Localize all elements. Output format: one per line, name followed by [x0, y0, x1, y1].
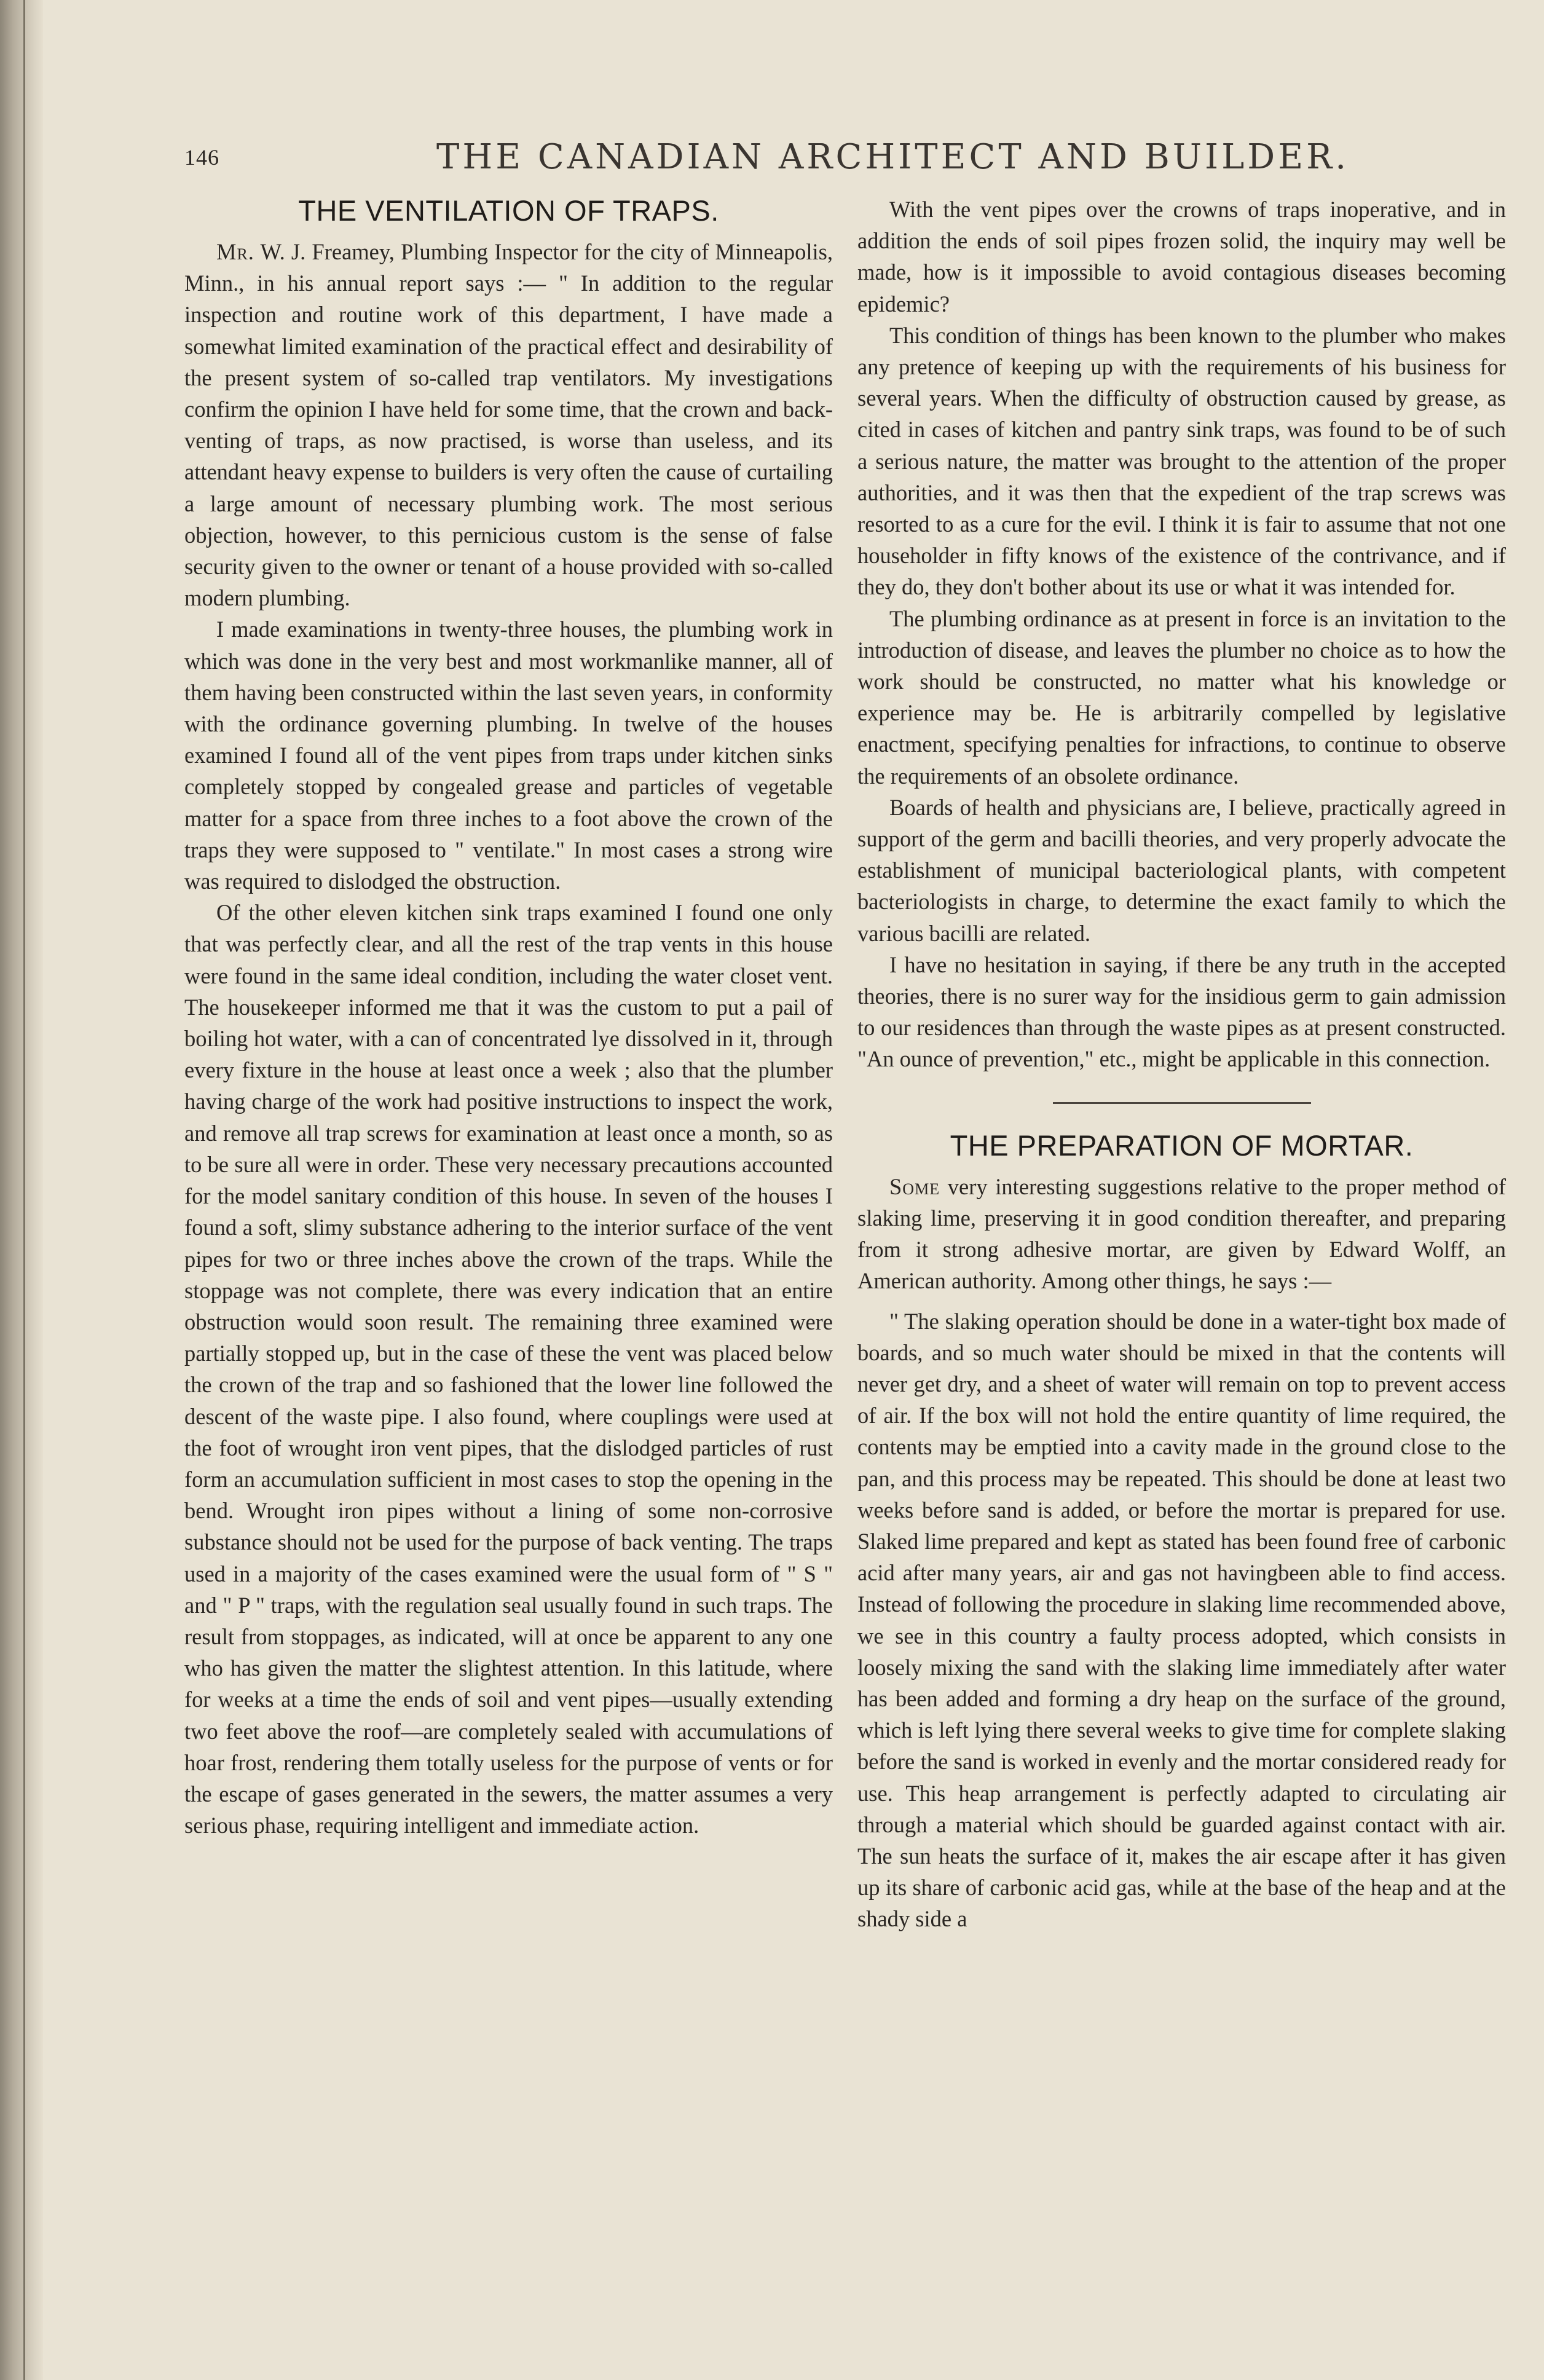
article-paragraph: Of the other eleven kitchen sink traps examined I found one only that was perfectly clear, and all the rest of the trap vents in this house were found in the same ideal condition, including the water closet vent. The housekeeper informed me that it was the custom to put a pail of boiling hot water, with a can of concentrated lye dissolved in it, through every fixture in the house at least once a week ; also that the plumber having charge of the work had positive instructions to inspect the work, and remove all trap screws for examination at least once a month, so as to be sure all were in order. These very necessary precautions accounted for the model sanitary condition of this house. In seven of the houses I found a soft, slimy substance adhering to the interior surface of the vent pipes for two or three inches above the crown of the traps. While the stoppage was not complete, there was every indication that an entire obstruction would soon result. The remaining three examined were partially stopped up, but in the case of these the vent was placed below the crown of the trap and so fashioned that the lower line followed the descent of the waste pipe. I also found, where couplings were used at the foot of wrought iron vent pipes, that the dislodged particles of rust form an accumulation sufficient in most cases to stop the opening in the bend. Wrought iron pipes without a lining of some non-corrosive substance should not be used for the purpose of back venting. The traps used in a majority of the cases examined were the usual form of " S " and " P " traps, with the regulation seal usually found in such traps. The result from stoppages, as indicated, will at once be apparent to any one who has given the matter the slightest attention. In this latitude, where for weeks at a time the ends of soil and vent pipes—usually extending two feet above the roof—are completely sealed with accumulations of hoar frost, rendering them totally useless for the purpose of vents or for the escape of gases generated in the sewers, the matter assumes a very serious phase, requiring intelligent and immediate action. — [184, 900, 833, 1838]
page-header — [184, 132, 1518, 187]
book-binding-shadow — [0, 0, 43, 2380]
column-right — [857, 194, 1506, 1935]
article-title-mortar: THE PREPARATION OF MORTAR. — [950, 1129, 1414, 1162]
paragraph-text: W. J. Freamey, Plumbing Inspector for the city of Minneapolis, Minn., in his annual report says :— " In addition to the regular inspection and routine work of this department, I have made a somewhat limited examination of the practical effect and desirability of the present system of so-called trap ventilators. My investigations confirm the opinion I have held for some time, that the crown and back-venting of traps, as now practised, is worse than useless, and its attendant heavy expense to builders is very often the cause of curtailing a large amount of necessary plumbing work. The most serious objection, however, to this pernicious custom is the sense of false security given to the owner or tenant of a house provided with so-called modern plumbing. — [184, 239, 833, 611]
binding-edge — [23, 0, 25, 2380]
paragraph-text: very interesting suggestions relative to the proper method of slaking lime, preserving it in good condition thereafter, and preparing from it strong adhesive mortar, are given by Edward Wolff, an American authority. Among other things, he says :— — [857, 1173, 1507, 1294]
article-paragraph: I made examinations in twenty-three houses, the plumbing work in which was done in the very best and most workmanlike manner, all of them having been constructed within the last seven years, in conformity with the ordinance governing plumbing. In twelve of the houses examined I found all of the vent pipes from traps under kitchen sinks completely stopped by congealed grease and particles of vegetable matter for a space from three inches to a foot above the crown of the traps they were supposed to " ventilate." In most cases a strong wire was required to dislodged the obstruction. — [184, 617, 833, 894]
section-divider — [1053, 1102, 1311, 1104]
article-title-ventilation: THE VENTILATION OF TRAPS. — [298, 194, 719, 227]
column-left — [184, 194, 833, 1841]
lead-word: Mr. — [216, 239, 254, 264]
lead-word: Some — [889, 1173, 940, 1199]
article-paragraph: Boards of health and physicians are, I believe, practically agreed in support of the germ and bacilli theories, and very properly advocate the establishment of municipal bacteriological plants, with competent bacteriologists in charge, to determine the exact family to which the various bacilli are related. — [857, 794, 1506, 946]
article-paragraph: With the vent pipes over the crowns of traps inoperative, and in addition the ends of soil pipes frozen solid, the inquiry may well be made, how is it impossible to avoid contagious diseases becoming epidemic? — [857, 197, 1506, 317]
page — [184, 132, 1518, 2345]
article-paragraph: I have no hesitation in saying, if there be any truth in the accepted theories, there is no surer way for the insidious germ to gain admission to our residences than through the waste pipes as at present constructed. "An ounce of prevention," etc., might be applicable in this connection. — [857, 952, 1506, 1072]
article-paragraph: This condition of things has been known to the plumber who makes any pretence of keeping up with the requirements of his business for several years. When the difficulty of obstruction caused by grease, as cited in cases of kitchen and pantry sink traps, was found to be of such a serious nature, the matter was brought to the attention of the proper authorities, and it was then that the expedient of the trap screws was resorted to as a cure for the evil. I think it is fair to assume that not one householder in fifty knows of the existence of the contrivance, and if they do, they don't bother about its use or what it was intended for. — [857, 322, 1506, 600]
article-paragraph — [857, 1171, 1506, 1297]
page-number: 146 — [184, 145, 219, 170]
article-paragraph — [184, 236, 833, 613]
article-paragraph: The plumbing ordinance as at present in force is an invitation to the introduction of disease, and leaves the plumber no choice as to how the work should be constructed, no matter what his knowledge or experience may be. He is arbitrarily compelled by legislative enactment, specifying penalties for infractions, to continue to observe the requirements of an obsolete ordinance. — [857, 605, 1506, 789]
article-paragraph: " The slaking operation should be done in a water-tight box made of boards, and so much water should be mixed in that the contents will never get dry, and a sheet of water will remain on top to prevent access of air. If the box will not hold the entire quantity of lime required, the contents may be emptied into a cavity made in the ground close to the pan, and this process may be repeated. This should be done at least two weeks before sand is added, or before the mortar is prepared for use. Slaked lime prepared and kept as stated has been found free of carbonic acid after many years, air and gas not havingbeen able to find access. Instead of following the procedure in slaking lime recommended above, we see in this country a faulty process adopted, which consists in loosely mixing the sand with the slaking lime immediately after water has been added and forming a dry heap on the surface of the ground, which is left lying there several weeks to give time for complete slaking before the sand is worked in evenly and the mortar considered ready for use. This heap arrangement is perfectly adapted to circulating air through a material which should be guarded against contact with air. The sun heats the surface of it, makes the air escape after it has given up its share of carbonic acid gas, while at the base of the heap and at the shady side a — [857, 1308, 1506, 1932]
running-title: THE CANADIAN ARCHITECT AND BUILDER. — [436, 137, 1350, 177]
